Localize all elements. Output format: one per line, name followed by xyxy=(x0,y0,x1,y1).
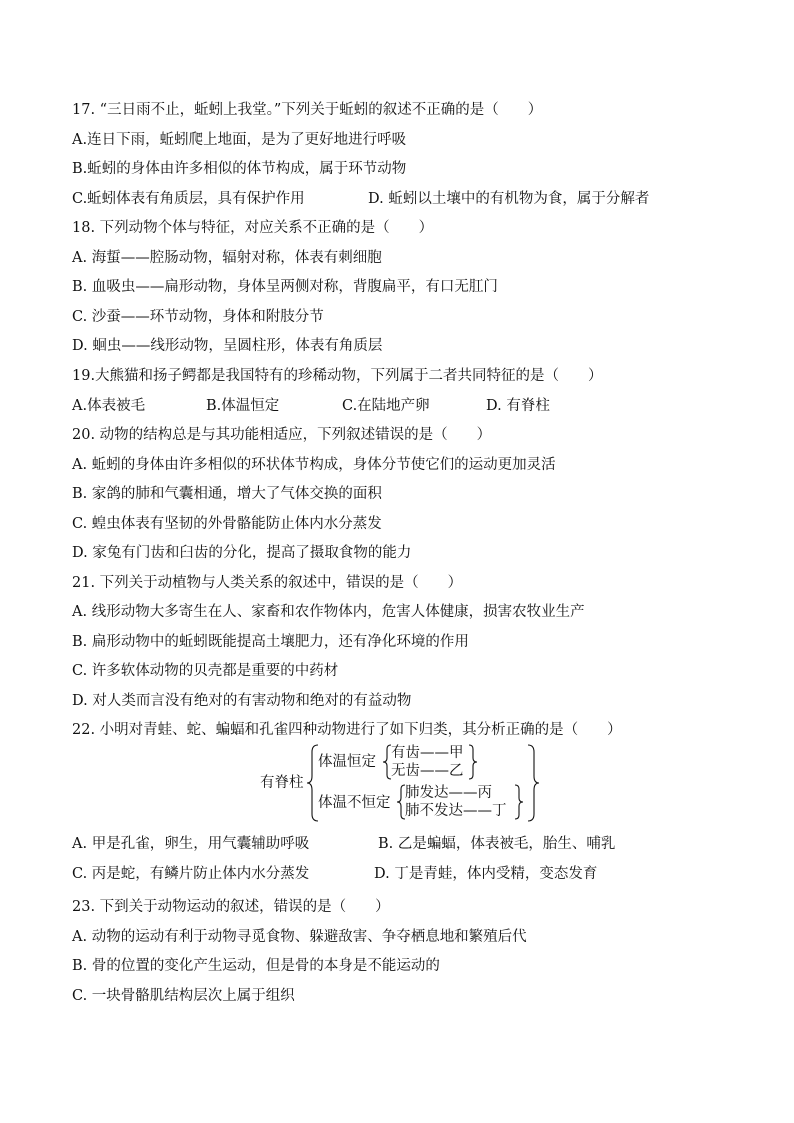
q20-stem: 20. 动物的结构总是与其功能相适应，下列叙述错误的是（ ） xyxy=(72,427,492,443)
q18-option-a: A. 海蜇——腔肠动物，辐射对称，体表有刺细胞 xyxy=(72,250,382,266)
branch1-right-brace xyxy=(468,744,478,780)
q18-option-b: B. 血吸虫——扁形动物，身体呈两侧对称，背腹扁平，有口无肛门 xyxy=(72,279,498,295)
q19-options xyxy=(72,396,722,418)
q19-option-c: C.在陆地产卵 xyxy=(342,398,430,414)
q21-option-a: A. 线形动物大多寄生在人、家畜和农作物体内，危害人体健康，损害农牧业生产 xyxy=(72,604,585,620)
q22-options-ab xyxy=(72,834,722,856)
q21-option-b: B. 扁形动物中的蚯蚓既能提高土壤肥力，还有净化环境的作用 xyxy=(72,634,469,650)
diagram-branch-warm: 体温恒定 xyxy=(318,754,376,770)
q23-option-a: A. 动物的运动有利于动物寻觅食物、躲避敌害、争夺栖息地和繁殖后代 xyxy=(72,929,527,945)
q23-option-b: B. 骨的位置的变化产生运动，但是骨的本身是不能运动的 xyxy=(72,958,440,974)
q17-option-b: B.蚯蚓的身体由许多相似的体节构成，属于环节动物 xyxy=(72,161,407,177)
q22-options-cd xyxy=(72,864,722,886)
q19-stem: 19.大熊猫和扬子鳄都是我国特有的珍稀动物，下列属于二者共同特征的是（ ） xyxy=(72,368,603,384)
branch2-right-brace xyxy=(514,784,524,820)
q19-option-d: D. 有脊柱 xyxy=(486,398,550,414)
q21-option-c: C. 许多软体动物的贝壳都是重要的中药材 xyxy=(72,663,339,679)
q22-option-d: D. 丁是青蛙，体内受精，变态发育 xyxy=(374,866,598,882)
q22-stem: 22. 小明对青蛙、蛇、蝙蝠和孔雀四种动物进行了如下归类，其分析正确的是（ ） xyxy=(72,722,622,738)
q23-option-c: C. 一块骨骼肌结构层次上属于组织 xyxy=(72,988,295,1004)
q19-option-b: B.体温恒定 xyxy=(206,398,280,414)
q17-stem: 17. “三日雨不止，蚯蚓上我堂。”下列关于蚯蚓的叙述不正确的是（ ） xyxy=(72,102,543,118)
diagram-root: 有脊柱 xyxy=(260,775,304,791)
q23-stem: 23. 下到关于动物运动的叙述，错误的是（ ） xyxy=(72,899,390,915)
diagram-leaf-bing: 肺发达——丙 xyxy=(405,785,492,801)
q22-option-a: A. 甲是孔雀，卵生，用气囊辅助呼吸 xyxy=(72,836,310,852)
q20-option-b: B. 家鸽的肺和气囊相通，增大了气体交换的面积 xyxy=(72,486,382,502)
q18-option-d: D. 蛔虫——线形动物，呈圆柱形，体表有角质层 xyxy=(72,338,383,354)
diagram-leaf-ding: 肺不发达——丁 xyxy=(405,803,507,819)
q19-option-a: A.体表被毛 xyxy=(72,398,146,414)
q17-options-cd xyxy=(72,189,722,211)
q18-option-c: C. 沙蚕——环节动物，身体和附肢分节 xyxy=(72,309,324,325)
q22-option-c: C. 丙是蛇，有鳞片防止体内水分蒸发 xyxy=(72,866,310,882)
q20-option-c: C. 蝗虫体表有坚韧的外骨骼能防止体内水分蒸发 xyxy=(72,516,382,532)
q21-option-d: D. 对人类而言没有绝对的有害动物和绝对的有益动物 xyxy=(72,693,412,709)
diagram-branch-cold: 体温不恒定 xyxy=(318,795,391,811)
diagram-leaf-yi: 无齿——乙 xyxy=(391,763,464,779)
q21-stem: 21. 下列关于动植物与人类关系的叙述中，错误的是（ ） xyxy=(72,575,463,591)
q22-classification-diagram xyxy=(258,742,558,822)
q18-stem: 18. 下列动物个体与特征，对应关系不正确的是（ ） xyxy=(72,220,434,236)
q17-option-d: D. 蚯蚓以土壤中的有机物为食，属于分解者 xyxy=(368,191,650,207)
q17-option-c: C.蚯蚓体表有角质层，具有保护作用 xyxy=(72,191,305,207)
q22-option-b: B. 乙是蝙蝠，体表被毛，胎生、哺乳 xyxy=(378,836,616,852)
q17-option-a: A.连日下雨，蚯蚓爬上地面，是为了更好地进行呼吸 xyxy=(72,132,407,148)
diagram-leaf-jia: 有齿——甲 xyxy=(391,745,464,761)
q20-option-d: D. 家兔有门齿和臼齿的分化，提高了摄取食物的能力 xyxy=(72,545,412,561)
outer-right-brace xyxy=(526,744,540,822)
q20-option-a: A. 蚯蚓的身体由许多相似的环状体节构成，身体分节使它们的运动更加灵活 xyxy=(72,457,556,473)
